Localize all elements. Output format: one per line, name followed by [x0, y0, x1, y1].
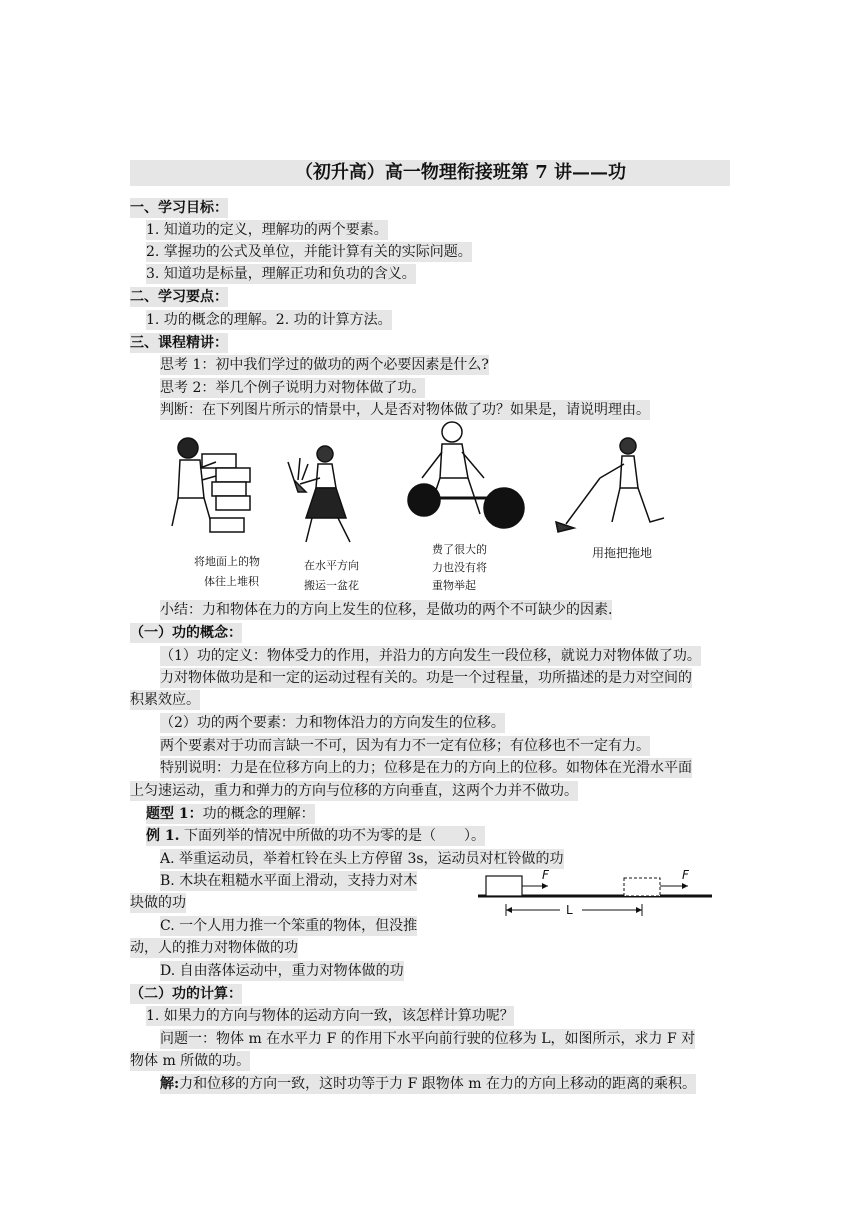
scene-1-caption-line-1: 将地面上的物 [194, 555, 260, 568]
summary-text: 小结：力和物体在力的方向上发生的位移，是做功的两个不可缺少的因素. [160, 602, 613, 618]
question-type-label: 题型 1： [146, 806, 203, 822]
work-scenes-illustration [160, 418, 700, 596]
work-scenes-figure [160, 418, 700, 596]
part-heading-concept: （一）功的概念： [130, 625, 242, 641]
option-d: D. 自由落体运动中，重力对物体做的功 [160, 963, 404, 979]
key-points: 1. 功的概念的理解。2. 功的计算方法。 [146, 312, 392, 328]
example-1 [146, 826, 485, 846]
scene-2-caption-line-1: 在水平方向 [304, 559, 359, 572]
section-heading-points: 二、学习要点： [130, 289, 228, 305]
option-a: A. 举重运动员，举着杠铃在头上方停留 3s，运动员对杠铃做的功 [160, 851, 564, 867]
force-label-2: F [682, 868, 689, 882]
goal-item-3: 3. 知道功是标量，理解正功和负功的含义。 [146, 266, 416, 282]
both-elements-needed: 两个要素对于功而言缺一不可，因为有力不一定有位移；有位移也不一定有力。 [160, 738, 650, 754]
judge-question: 判断：在下列图片所示的情景中，人是否对物体做了功？如果是，请说明理由。 [160, 402, 650, 418]
option-c-line-2: 动，人的推力对物体做的功 [130, 940, 298, 956]
two-elements: （2）功的两个要素：力和物体沿力的方向发生的位移。 [160, 715, 505, 731]
scene-1-caption-line-2: 体往上堆积 [204, 575, 259, 588]
scene-4-caption: 用拖把拖地 [592, 546, 653, 560]
section-heading-goals: 一、学习目标： [130, 200, 228, 216]
think-question-1: 思考 1：初中我们学过的做功的两个必要因素是什么? [160, 357, 489, 373]
definition-of-work: （1）功的定义：物体受力的作用，并沿力的方向发生一段位移，就说力对物体做了功。 [160, 648, 701, 664]
think-question-2: 思考 2：举几个例子说明力对物体做了功。 [160, 380, 426, 396]
page-title: （初升高）高一物理衔接班第 7 讲——功 [130, 160, 730, 186]
part-heading-calculation: （二）功的计算： [130, 986, 242, 1002]
force-label-1: F [542, 868, 549, 882]
stacking-boxes-scene [172, 438, 250, 532]
goal-item-1: 1. 知道功的定义，理解功的两个要素。 [146, 222, 388, 238]
section-heading-lecture: 三、课程精讲： [130, 335, 228, 351]
force-displacement-diagram [478, 868, 718, 920]
special-note-line-2: 上匀速运动，重力和弹力的方向与位移的方向垂直，这两个力并不做功。 [130, 783, 578, 799]
calculation-question: 1. 如果力的方向与物体的运动方向一致，该怎样计算功呢？ [146, 1008, 514, 1024]
problem-1-line-1: 问题一：物体 m 在水平力 F 的作用下水平向前行驶的位移为 L，如图所示，求力 F 对 [160, 1031, 696, 1047]
solution [160, 1074, 696, 1094]
work-process-line-2: 积累效应。 [130, 692, 200, 708]
mopping-floor-scene [556, 438, 664, 532]
distance-label: L [566, 903, 573, 917]
example-label: 例 1. [146, 828, 180, 844]
problem-1-line-2: 物体 m 所做的功。 [130, 1053, 251, 1069]
scene-3-caption-line-1: 费了很大的 [432, 543, 487, 556]
question-type-text: 功的概念的理解： [202, 806, 315, 822]
option-b-line-2: 块做的功 [130, 895, 186, 911]
solution-text: 力和位移的方向一致，这时功等于力 F 跟物体 m 在力的方向上移动的距离的乘积。 [179, 1076, 696, 1092]
option-c-line-1: C. 一个人用力推一个笨重的物体，但没推 [160, 918, 418, 934]
example-question: 下面列举的情况中所做的功不为零的是（ ）。 [183, 828, 485, 844]
work-process-line-1: 力对物体做功是和一定的运动过程有关的。功是一个过程量，功所描述的是力对空间的 [160, 670, 692, 686]
scene-3-caption-line-2: 力也没有将 [432, 561, 487, 574]
goal-item-2: 2. 掌握功的公式及单位，并能计算有关的实际问题。 [146, 244, 472, 260]
question-type-1 [146, 804, 315, 824]
scene-3-caption-line-3: 重物举起 [432, 579, 476, 592]
option-b-line-1: B. 木块在粗糙水平面上滑动，支持力对木 [160, 873, 418, 889]
special-note-line-1: 特别说明：力是在位移方向上的力；位移是在力的方向上的位移。如物体在光滑水平面 [160, 760, 692, 776]
lifting-barbell-scene [408, 422, 524, 528]
scene-2-caption-line-2: 搬运一盆花 [304, 579, 359, 592]
solution-label: 解: [160, 1076, 180, 1092]
carrying-flower-scene [288, 446, 350, 542]
